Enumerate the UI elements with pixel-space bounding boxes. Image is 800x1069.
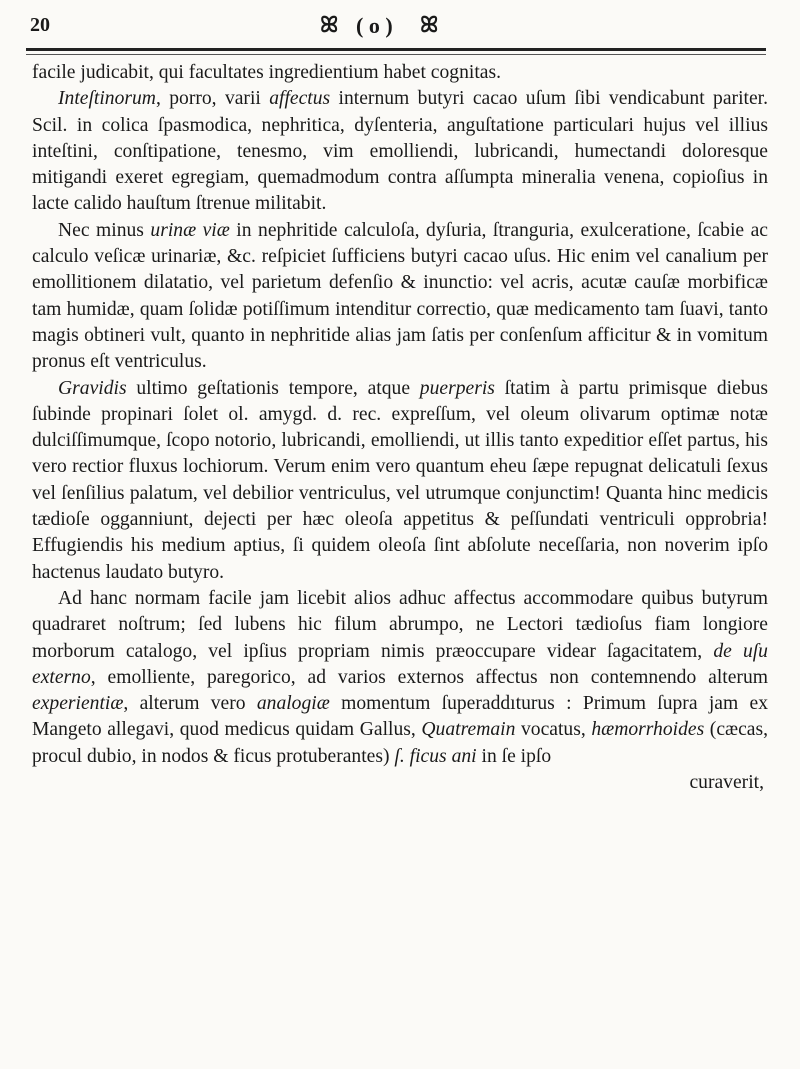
header-rule-thin xyxy=(26,54,766,55)
body-text xyxy=(32,60,768,796)
ornament-center: ( o ) xyxy=(356,13,393,38)
paragraph-4: Gravidis ultimo geſtationis tempore, atque puerperis ſtatim à partu primisque diebus ſubinde propinari ſolet ol. amygd. d. rec. expreſſum, vel oleum olivarum optimæ notæ dulciſſimumque, ſcopo notorio, lubricandi, emolliendi, ut illis tanto expeditior eſſet partus, his vero rectior fluxus lochiorum. Verum enim vero quantum eheu ſæpe repugnat delicatuli ſexus vel ſenſilius palatum, vel debilior ventriculus, vel utrumque conjunctim! Quanta hinc medicis tædioſe ogganniunt, dejecti per hæc oleoſa appetitus & peſſundati ventriculi opprobria! Effugiendis his medium aptius, ſi quidem oleoſa ſint abſolute neceſſaria, non noverim ipſo hactenus laudato butyro. xyxy=(32,377,768,583)
catchword: curaverit, xyxy=(689,772,764,794)
page-number: 20 xyxy=(30,14,50,36)
paragraph-1: facile judicabit, qui facultates ingredientium habet cognitas. xyxy=(32,62,501,83)
paragraph-3: Nec minus urinæ viæ in nephritide calculoſa, dyſuria, ſtranguria, exulceratione, ſcabie ac calculo veſicæ urinariæ, &c. reſpiciet ſufficiens butyri cacao uſus. Hic enim vel canalium per emollitionem dilatatio, vel parietum defenſio & inunctio: vel acris, acutæ cauſæ morbificæ tam humidæ, quam ſolidæ potiſſimum intenditur correctio, quæ medicamento tam ſuavi, tanto magis obtineri vult, quanto in nephritide alias jam ſatis per conſenſum afficitur & in vomitum pronus eſt ventriculus. xyxy=(32,219,768,373)
paragraph-5: Ad hanc normam facile jam licebit alios adhuc affectus accommodare quibus butyrum quadraret noſtrum; ſed lubens hic filum abrumpo, ne Lectori tædioſus fiam longiore morborum catalogo, vel ipſius propriam nimis præoccupare videar ſagacitatem, de uſu externo, emolliente, paregorico, ad varios externos affectus non contemnendo alterum experientiæ, alterum vero analogiæ momentum ſuperaddıturus : Primum ſupra jam ex Mangeto allegavi, quod medicus quidam Gallus, Quatremain vocatus, hæmorrhoides (cæcas, procul dubio, in nodos & ficus protuberantes) ſ. ficus ani in ſe ipſo xyxy=(32,587,768,767)
ornament-left-icon: ꕤ xyxy=(320,12,338,37)
ornament-right-icon: ꕤ xyxy=(420,12,438,37)
header-rule xyxy=(26,48,766,51)
paragraph-2: Inteſtinorum, porro, varii affectus internum butyri cacao uſum ſibi vendicabunt pariter. Scil. in colica ſpasmodica, nephritica, dyſenteria, anguſtatione particulari hujus vel illius inteſtini, conſtipatione, tenesmo, vim emolliendi, lubricandi, humectandi doloresque mitigandi exeret egregiam, quemadmodum contra aſſumpta mineralia venena, copioſius in lacte calido hauſtum ſtrenue militabit. xyxy=(32,88,768,215)
page-header xyxy=(28,12,768,42)
